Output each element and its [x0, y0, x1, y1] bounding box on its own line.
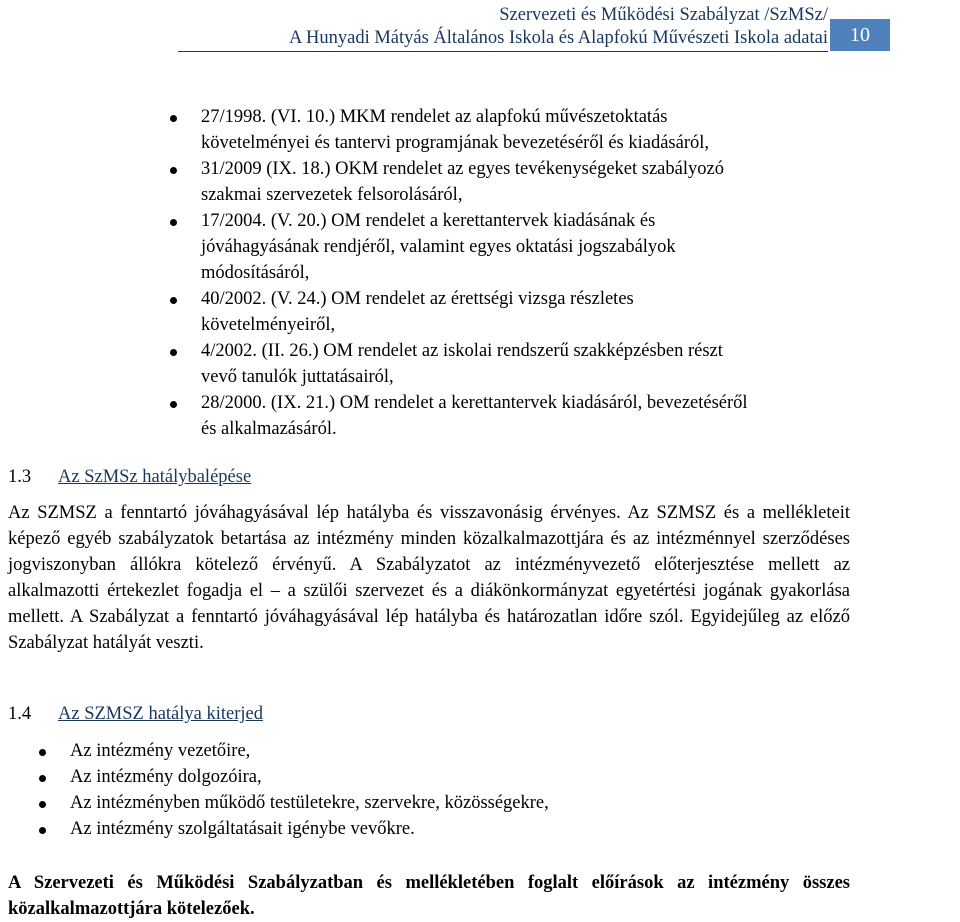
list-item: 27/1998. (VI. 10.) MKM rendelet az alapfokú művészetoktatás követelményei és tantervi programjának bevezetéséről és kiadásáról, — [167, 104, 867, 156]
list-item: Az intézményben működő testületekre, szervekre, közösségekre, — [36, 790, 836, 816]
section-number: 1.3 — [8, 467, 32, 487]
section-title: Az SZMSZ hatálya kiterjed — [58, 704, 263, 724]
list-item: 40/2002. (V. 24.) OM rendelet az érettségi vizsga részletes követelményeiről, — [167, 286, 867, 338]
list-item: 31/2009 (IX. 18.) OKM rendelet az egyes tevékenységeket szabályozó szakmai szervezetek felsorolásáról, — [167, 156, 867, 208]
header-title — [289, 4, 828, 50]
bullet-icon — [39, 827, 46, 834]
list-item: 28/2000. (IX. 21.) OM rendelet a kerettantervek kiadásáról, bevezetéséről és alkalmazásáról. — [167, 390, 867, 442]
header-line-2: A Hunyadi Mátyás Általános Iskola és Alapfokú Művészeti Iskola adatai — [289, 28, 828, 48]
scope-list — [36, 738, 836, 842]
closing-paragraph: A Szervezeti és Működési Szabályzatban és mellékletében foglalt előírások az intézmény összes közalkalmazottjára kötelezőek. — [8, 873, 850, 919]
section-number: 1.4 — [8, 704, 32, 724]
bullet-icon — [39, 801, 46, 808]
bullet-icon — [170, 167, 177, 174]
section-heading-1-3 — [8, 465, 251, 489]
bullet-icon — [170, 297, 177, 304]
list-item: Az intézmény szolgáltatásait igénybe vevőkre. — [36, 816, 836, 842]
regulation-list — [167, 104, 867, 442]
bullet-icon — [170, 401, 177, 408]
header-rule — [178, 51, 828, 52]
list-item: 4/2002. (II. 26.) OM rendelet az iskolai rendszerű szakképzésben részt vevő tanulók juttatásairól, — [167, 338, 867, 390]
page-number: 10 — [830, 19, 890, 51]
header-line-1: Szervezeti és Működési Szabályzat /SzMSz/ — [499, 5, 828, 25]
bullet-icon — [170, 115, 177, 122]
bullet-icon — [170, 349, 177, 356]
body-paragraph: Az SZMSZ a fenntartó jóváhagyásával lép hatályba és visszavonásig érvényes. Az SZMSZ és a mellékleteit képező egyéb szabályzatok betartása az intézmény minden közalkalmazottjára és az intézménnyel szerződéses jogviszonyban állókra kötelező érvényű. A Szabályzatot az intézményvezető előterjesztése mellett az alkalmazotti értekezlet fogadja el – a szülői szervezet és a diákönkormányzat egyetértési jogának gyakorlása mellett. A Szabályzat a fenntartó jóváhagyásával lép hatályba és határozatlan időre szól. Egyidejűleg az előző Szabályzat hatályát veszti. — [8, 503, 850, 653]
section-heading-1-4 — [8, 702, 263, 726]
list-item: Az intézmény dolgozóira, — [36, 764, 836, 790]
bullet-icon — [170, 219, 177, 226]
list-item: Az intézmény vezetőire, — [36, 738, 836, 764]
bullet-icon — [39, 775, 46, 782]
page-header — [0, 0, 960, 52]
bullet-icon — [39, 749, 46, 756]
section-title: Az SzMSz hatálybalépése — [58, 467, 252, 487]
list-item: 17/2004. (V. 20.) OM rendelet a kerettantervek kiadásának és jóváhagyásának rendjéről, valamint egyes oktatási jogszabályok módosításáról, — [167, 208, 867, 286]
